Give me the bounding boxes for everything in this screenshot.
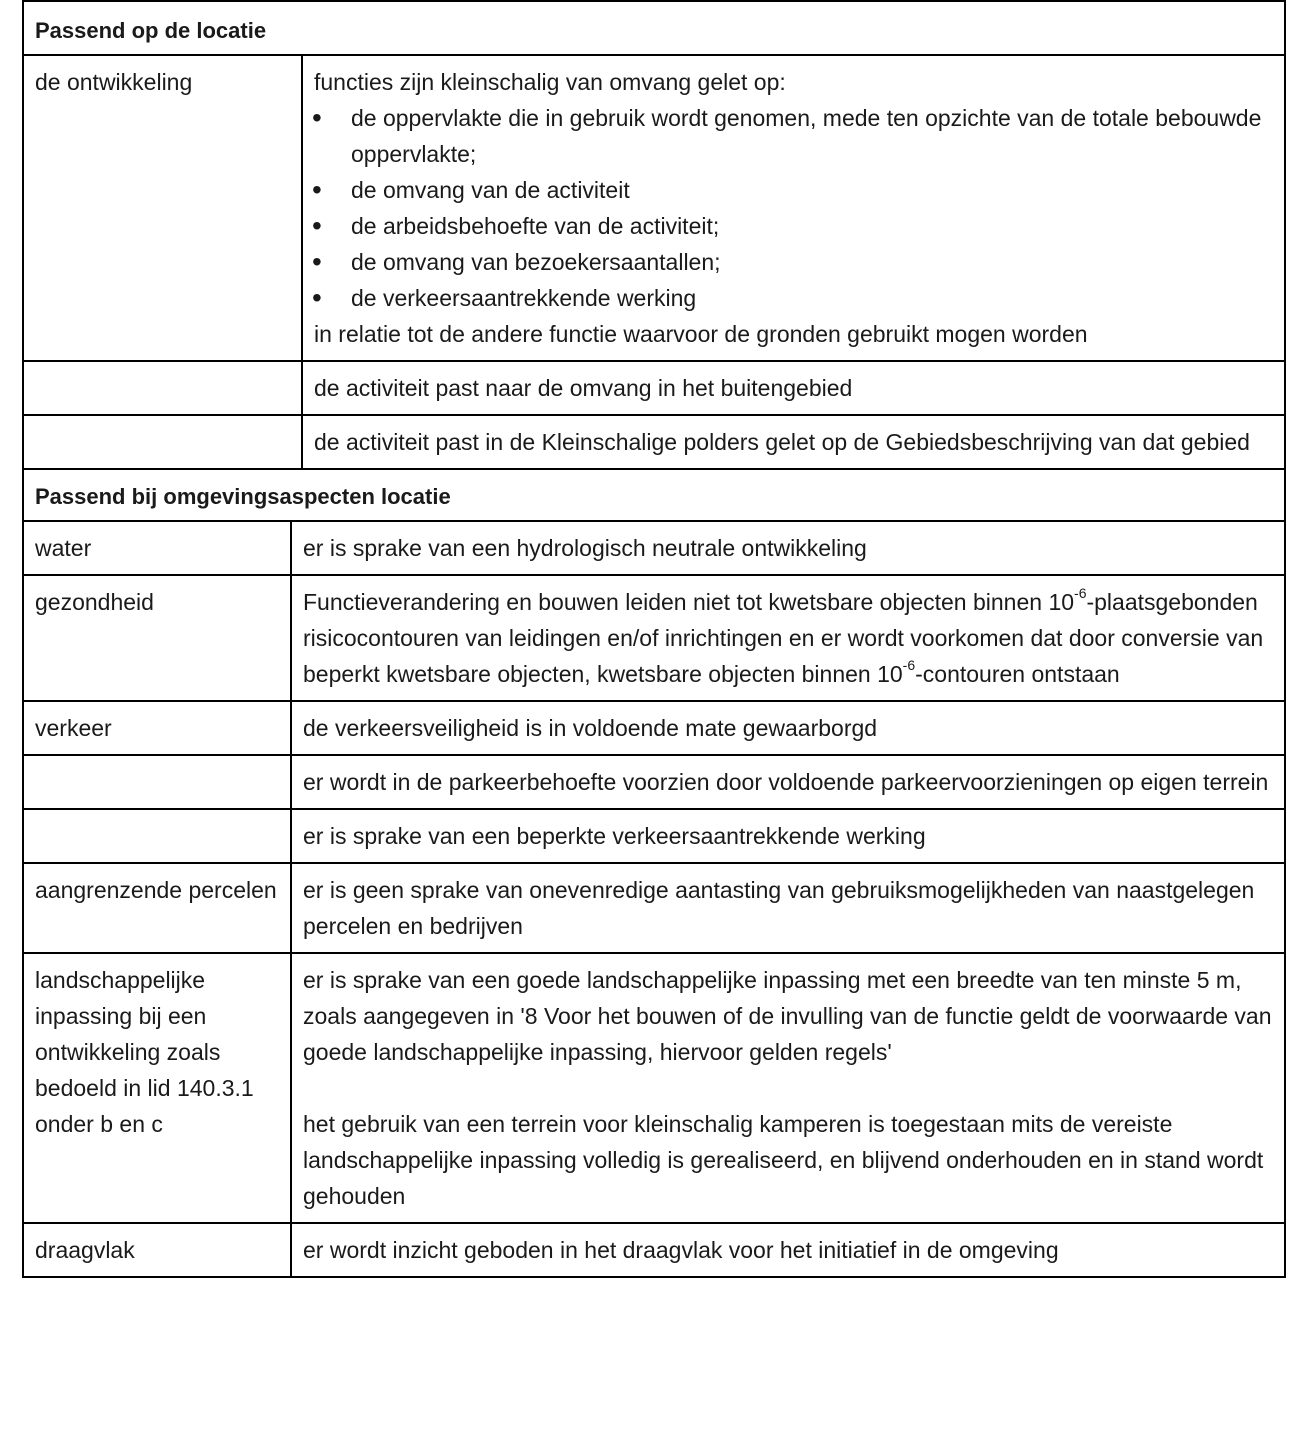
table-row [24, 575, 1284, 701]
row-label [24, 809, 291, 863]
text-part: Functieverandering en bouwen leiden niet tot kwetsbare objecten binnen 10 [303, 589, 1075, 615]
superscript: -6 [1074, 585, 1087, 602]
row-label: gezondheid [24, 575, 291, 701]
table-row [24, 1223, 1284, 1276]
row-label [24, 755, 291, 809]
list-item: • de omvang van de activiteit [314, 172, 1276, 208]
intro-text: functies zijn kleinschalig van omvang gelet op: [314, 69, 786, 95]
row-text [291, 953, 1284, 1223]
list-item: • de arbeidsbehoefte van de activiteit; [314, 208, 1276, 244]
list-item: • de omvang van bezoekersaantallen; [314, 244, 1276, 280]
row-label: aangrenzende percelen [24, 863, 291, 953]
table-row [24, 522, 1284, 575]
text-part: -plaatsgebonden risicocontouren van leidingen en/of inrichtingen en er wordt voorkomen dat door conversie van beperkt kwetsbare objecten, kwetsbare objecten binnen 10 [303, 589, 1264, 687]
section-heading: Passend bij omgevingsaspecten locatie [24, 468, 1284, 522]
row-text: de verkeersveiligheid is in voldoende mate gewaarborgd [291, 701, 1284, 755]
table-row [24, 361, 1284, 415]
table-row [24, 809, 1284, 863]
paragraph: het gebruik van een terrein voor kleinschalig kamperen is toegestaan mits de vereiste landschappelijke inpassing volledig is gerealiseerd, en blijvend onderhouden en in stand wordt gehouden [303, 1111, 1264, 1209]
row-label: de ontwikkeling [24, 56, 302, 361]
table-row [24, 863, 1284, 953]
criteria-rows [24, 56, 1284, 468]
section-location-fit [22, 0, 1286, 468]
superscript: -6 [902, 657, 916, 674]
paragraph: er is sprake van een goede landschappelijke inpassing met een breedte van ten minste 5 m, zoals aangegeven in '8 Voor het bouwen of de invulling van de functie geldt de voorwaarde van goede landschappelijke inpassing, hiervoor gelden regels' [303, 967, 1272, 1065]
row-text: er wordt inzicht geboden in het draagvlak voor het initiatief in de omgeving [291, 1223, 1284, 1276]
row-text: er is sprake van een hydrologisch neutrale ontwikkeling [303, 535, 867, 561]
row-text: de activiteit past in de Kleinschalige polders gelet op de Gebiedsbeschrijving van dat gebied [302, 415, 1284, 468]
row-text: er is geen sprake van onevenredige aantasting van gebruiksmogelijkheden van naastgelegen percelen en bedrijven [291, 863, 1284, 953]
table-row [24, 953, 1284, 1223]
table-row [24, 755, 1284, 809]
table-row [24, 56, 1284, 361]
row-text: er is sprake van een beperkte verkeersaantrekkende werking [291, 809, 1284, 863]
row-label: verkeer [24, 701, 291, 755]
row-label: draagvlak [24, 1223, 291, 1276]
row-label [24, 415, 302, 468]
row-text: de activiteit past naar de omvang in het buitengebied [302, 361, 1284, 415]
criteria-table [22, 0, 1286, 1278]
row-label: water [24, 522, 291, 575]
table-row [24, 415, 1284, 468]
section-surroundings-fit [22, 468, 1286, 1278]
row-label [24, 361, 302, 415]
row-label: landschappelijke inpassing bij een ontwikkeling zoals bedoeld in lid 140.3.1 onder b en c [24, 953, 291, 1223]
row-text [291, 575, 1284, 701]
criteria-rows [24, 522, 1284, 1276]
paragraph-gap [303, 1070, 1276, 1106]
text-part: -contouren ontstaan [915, 661, 1120, 687]
section-heading: Passend op de locatie [24, 0, 1284, 56]
row-text [302, 56, 1284, 361]
table-row [24, 701, 1284, 755]
list-item: • de verkeersaantrekkende werking [314, 280, 1276, 316]
list-item: • de oppervlakte die in gebruik wordt genomen, mede ten opzichte van de totale bebouwde oppervlakte; [314, 100, 1276, 172]
outro-text: in relatie tot de andere functie waarvoor de gronden gebruikt mogen worden [314, 321, 1088, 347]
row-text: er wordt in de parkeerbehoefte voorzien door voldoende parkeervoorzieningen op eigen terrein [291, 755, 1284, 809]
bullet-list [314, 100, 1276, 316]
